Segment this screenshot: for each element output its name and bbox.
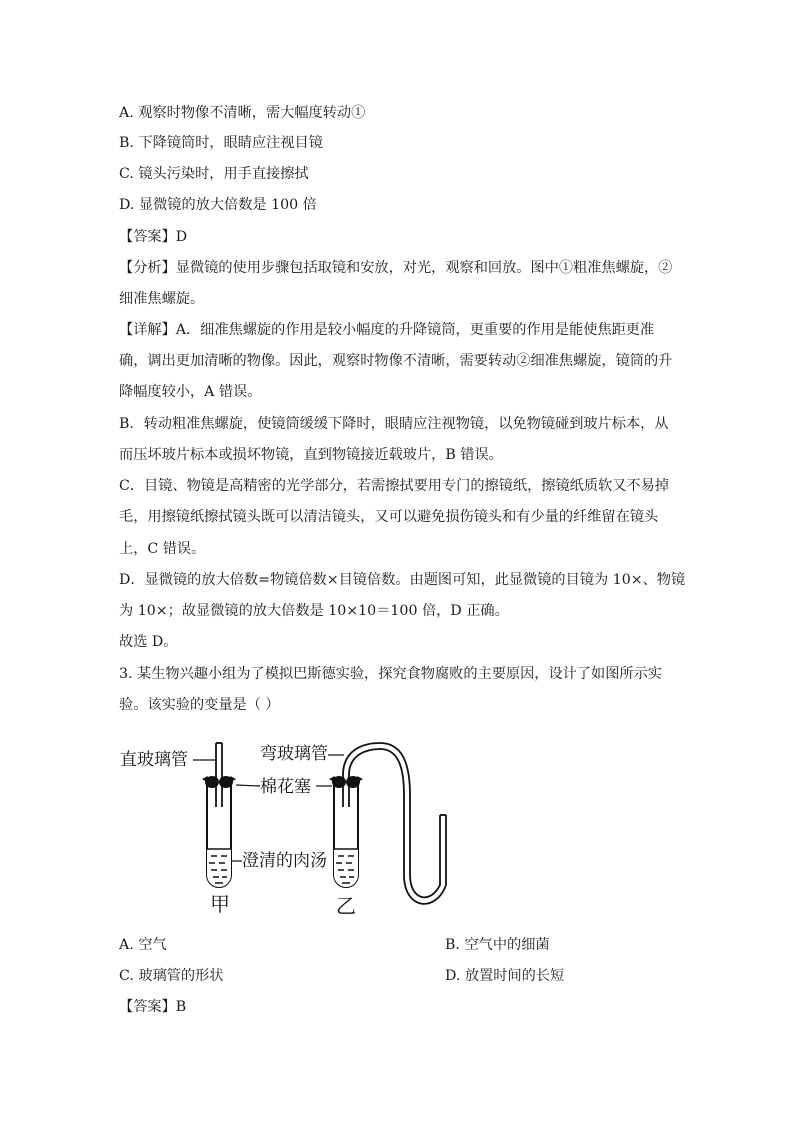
broth-jia [207,849,231,889]
label-jia: 甲 [210,892,230,916]
q3-option-b: B. 空气中的细菌 [445,937,550,953]
q2-detail-line-8: 上，C 错误。 [119,541,206,557]
label-straight-tube: 直玻璃管 [120,750,188,770]
cotton-plug-yi [329,776,363,788]
label-bent-tube: 弯玻璃管 [260,744,328,764]
q3-option-a: A. 空气 [119,937,167,953]
q2-detail-line-9: D．显微镜的放大倍数=物镜倍数×目镜倍数。由题图可知，此显微镜的目镜为 10×、物镜 [119,572,686,588]
label-broth: 澄清的肉汤 [242,851,327,871]
q2-option-c: C. 镜头污染时，用手直接擦拭 [119,166,309,182]
q3-option-d: D. 放置时间的长短 [445,968,565,984]
q3-stem-line-2: 验。该实验的变量是（ ） [119,697,280,713]
q2-detail-line-11: 故选 D。 [119,634,178,650]
q2-detail-line-5: 而压坏玻片标本或损坏物镜，直到物镜接近载玻片，B 错误。 [119,447,503,463]
q3-option-c: C. 玻璃管的形状 [119,968,224,984]
experiment-figure [118,735,458,920]
q2-option-b: B. 下降镜筒时，眼睛应注视目镜 [119,135,323,151]
cotton-plug-jia [202,776,236,788]
q2-detail-line-4: B．转动粗准焦螺旋，使镜筒缓缓下降时，眼睛应注视物镜，以免物镜碰到玻片标本，从 [119,416,669,432]
q2-analysis-line-1: 【分析】显微镜的使用步骤包括取镜和安放，对光，观察和回放。图中①粗准焦螺旋，② [119,260,673,276]
broth-yi [334,849,358,889]
q3-answer: 【答案】B [119,999,187,1015]
q2-detail-line-6: C．目镜、物镜是高精密的光学部分，若需擦拭要用专门的擦镜纸，擦镜纸质软又不易掉 [119,478,669,494]
q2-detail-line-7: 毛，用擦镜纸擦拭镜头既可以清洁镜头，又可以避免损伤镜头和有少量的纤维留在镜头 [119,509,659,525]
q2-answer: 【答案】D [119,229,188,245]
q2-detail-line-2: 确，调出更加清晰的物像。因此，观察时物像不清晰，需要转动②细准焦螺旋，镜筒的升 [119,353,673,369]
q2-detail-line-3: 降幅度较小，A 错误。 [119,384,262,400]
q2-detail-line-1: 【详解】A．细准焦螺旋的作用是较小幅度的升降镜筒，更重要的作用是能使焦距更准 [119,322,655,338]
label-yi: 乙 [336,894,356,918]
q2-option-d: D. 显微镜的放大倍数是 100 倍 [119,197,317,213]
q2-detail-line-10: 为 10×；故显微镜的放大倍数是 10×10＝100 倍，D 正确。 [119,603,509,619]
label-cotton-plug: 棉花塞 [260,777,311,797]
q2-analysis-line-2: 细准焦螺旋。 [119,291,205,307]
q2-option-a: A. 观察时物像不清晰，需大幅度转动① [119,105,366,121]
straight-glass-tube [216,743,222,807]
q3-stem-line-1: 3. 某生物兴趣小组为了模拟巴斯德实验，探究食物腐败的主要原因，设计了如图所示实 [119,666,662,682]
